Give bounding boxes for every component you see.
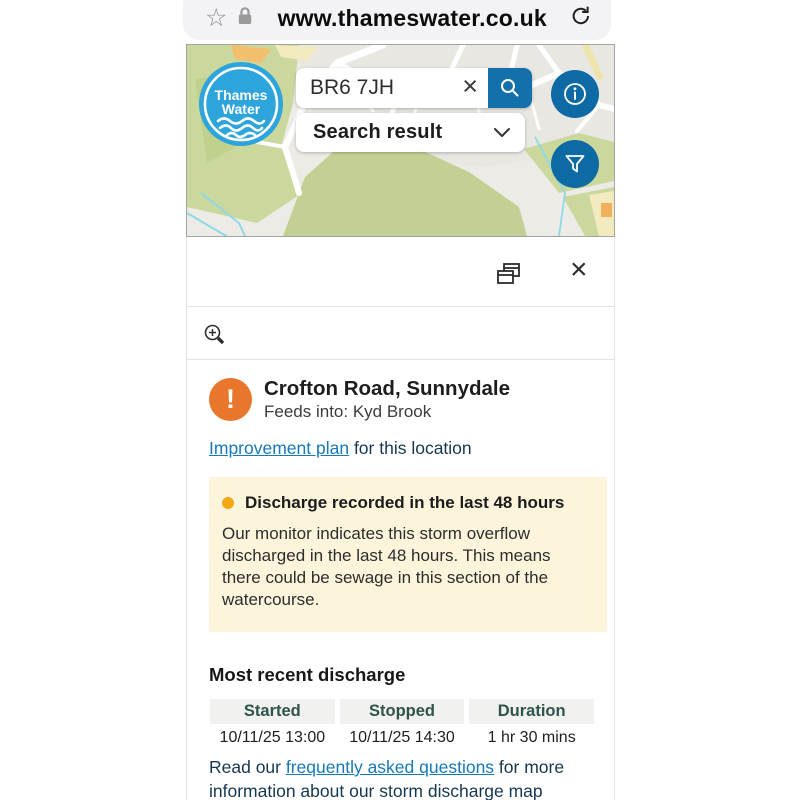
col-duration: Duration bbox=[469, 699, 594, 724]
close-panel-icon[interactable]: × bbox=[570, 253, 588, 286]
faq-after: for more information about our storm discharge map bbox=[209, 757, 565, 800]
search-icon bbox=[498, 76, 522, 100]
location-feeds-into: Feeds into: Kyd Brook bbox=[264, 402, 432, 421]
dropdown-value: Search result bbox=[313, 121, 443, 143]
alert-body: Our monitor indicates this storm overflow discharged in the last 48 hours. This means there could be sewage in this section of the watercourse. bbox=[222, 524, 551, 609]
filter-button[interactable] bbox=[551, 140, 599, 188]
thames-water-logo bbox=[199, 62, 283, 146]
value-stopped: 10/11/25 14:30 bbox=[349, 729, 455, 746]
table-value-row bbox=[210, 729, 594, 747]
improvement-plan-rest: for this location bbox=[349, 438, 472, 458]
search-input[interactable] bbox=[296, 76, 456, 100]
value-duration: 1 hr 30 mins bbox=[487, 729, 576, 746]
improvement-plan-line bbox=[209, 438, 472, 459]
faq-line bbox=[209, 755, 589, 800]
col-started: Started bbox=[210, 699, 335, 724]
faq-before: Read our bbox=[209, 757, 286, 777]
refresh-icon[interactable] bbox=[569, 4, 593, 33]
location-title: Crofton Road, Sunnydale bbox=[264, 377, 510, 400]
map-viewport[interactable] bbox=[186, 44, 615, 237]
panel-divider-top bbox=[186, 306, 615, 307]
filter-funnel-icon bbox=[562, 151, 588, 177]
search-result-dropdown[interactable] bbox=[296, 113, 525, 152]
faq-link[interactable]: frequently asked questions bbox=[285, 757, 495, 777]
search-button[interactable] bbox=[488, 68, 532, 108]
col-stopped: Stopped bbox=[340, 699, 465, 724]
warning-icon bbox=[209, 378, 252, 421]
logo-text-line2: Water bbox=[221, 101, 261, 117]
discharge-table bbox=[210, 699, 594, 747]
chevron-down-icon bbox=[493, 127, 511, 138]
warning-glyph: ! bbox=[226, 384, 235, 414]
value-started: 10/11/25 13:00 bbox=[219, 729, 326, 746]
alert-title: Discharge recorded in the last 48 hours bbox=[245, 493, 565, 512]
table-header-row bbox=[210, 699, 594, 724]
clear-search-icon[interactable]: × bbox=[462, 71, 478, 101]
lock-icon[interactable] bbox=[235, 5, 255, 32]
recent-discharge-heading: Most recent discharge bbox=[209, 664, 406, 685]
postcode-search-box bbox=[296, 68, 532, 108]
logo-text-line1: Thames bbox=[214, 87, 268, 103]
info-button[interactable] bbox=[551, 70, 599, 118]
panel-divider-bottom bbox=[186, 359, 615, 360]
info-icon bbox=[562, 81, 588, 107]
dock-window-icon[interactable] bbox=[495, 261, 522, 293]
discharge-alert-box bbox=[209, 477, 607, 632]
browser-address-bar[interactable] bbox=[183, 0, 611, 40]
status-dot-amber bbox=[222, 497, 234, 509]
url-text: www.thameswater.co.uk bbox=[277, 5, 547, 31]
improvement-plan-link[interactable]: Improvement plan bbox=[209, 438, 350, 458]
bookmark-star-icon[interactable]: ☆ bbox=[205, 4, 228, 32]
zoom-to-feature-icon[interactable] bbox=[203, 323, 228, 353]
